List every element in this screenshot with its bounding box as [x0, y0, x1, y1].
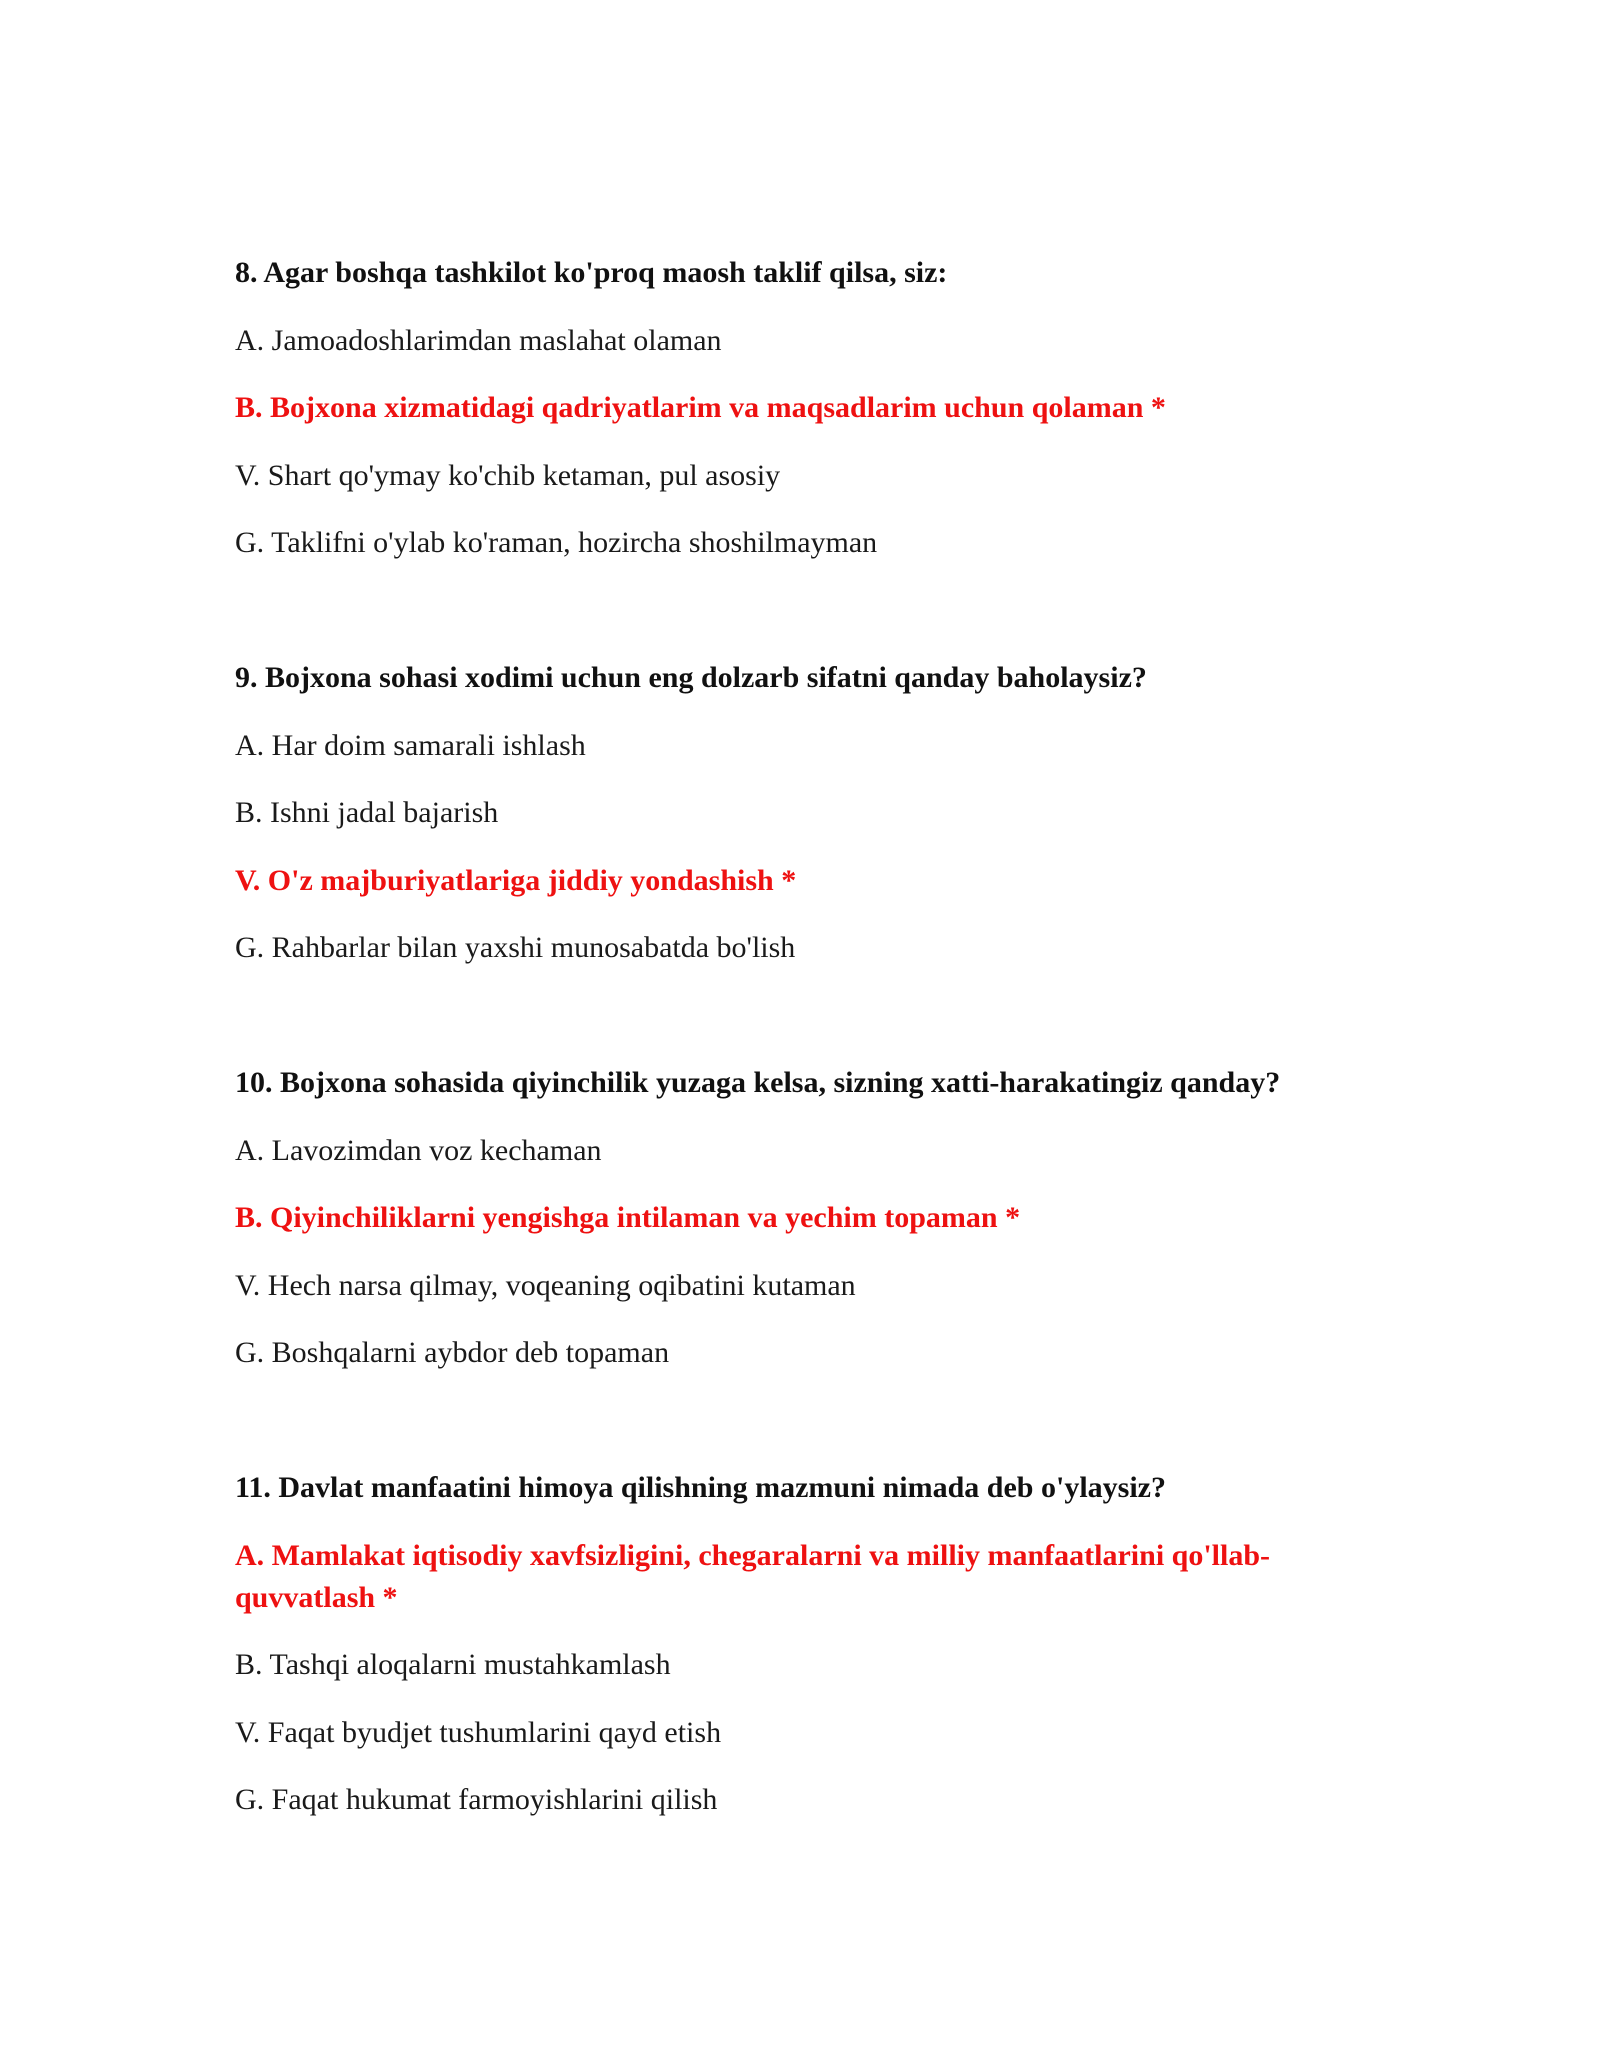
answer-option-a: A. Jamoadoshlarimdan maslahat olaman [235, 323, 722, 357]
answer-option-a-correct: A. Mamlakat iqtisodiy xavfsizligini, chegaralarni va milliy manfaatlarini qo'llab-quvvatlash * [235, 1538, 1271, 1614]
answer-option-a: A. Har doim samarali ishlash [235, 728, 586, 762]
answer-option-v: V. Hech narsa qilmay, voqeaning oqibatini kutaman [235, 1268, 856, 1302]
answer-option-b-correct: B. Qiyinchiliklarni yengishga intilaman va yechim topaman * [235, 1201, 1021, 1234]
question-9 [235, 657, 1385, 969]
question-title: 9. Bojxona sohasi xodimi uchun eng dolzarb sifatni qanday baholaysiz? [235, 661, 1147, 694]
question-title: 11. Davlat manfaatini himoya qilishning mazmuni nimada deb o'ylaysiz? [235, 1471, 1166, 1504]
question-title: 8. Agar boshqa tashkilot ko'proq maosh taklif qilsa, siz: [235, 256, 948, 289]
answer-option-b-correct: B. Bojxona xizmatidagi qadriyatlarim va maqsadlarim uchun qolaman * [235, 391, 1166, 424]
answer-option-b: B. Tashqi aloqalarni mustahkamlash [235, 1648, 671, 1681]
answer-option-g: G. Rahbarlar bilan yaxshi munosabatda bo'lish [235, 931, 796, 964]
answer-option-v-correct: V. O'z majburiyatlariga jiddiy yondashish * [235, 863, 797, 897]
question-11 [235, 1467, 1385, 1821]
question-10 [235, 1062, 1385, 1374]
answer-option-g: G. Faqat hukumat farmoyishlarini qilish [235, 1783, 718, 1816]
answer-option-g: G. Boshqalarni aybdor deb topaman [235, 1336, 670, 1369]
answer-option-v: V. Shart qo'ymay ko'chib ketaman, pul asosiy [235, 458, 781, 492]
answer-option-b: B. Ishni jadal bajarish [235, 796, 499, 829]
answer-option-g: G. Taklifni o'ylab ko'raman, hozircha shoshilmayman [235, 526, 878, 559]
question-title: 10. Bojxona sohasida qiyinchilik yuzaga kelsa, sizning xatti-harakatingiz qanday? [235, 1066, 1281, 1099]
answer-option-a: A. Lavozimdan voz kechaman [235, 1133, 602, 1167]
answer-option-v: V. Faqat byudjet tushumlarini qayd etish [235, 1715, 722, 1749]
question-8 [235, 252, 1385, 564]
